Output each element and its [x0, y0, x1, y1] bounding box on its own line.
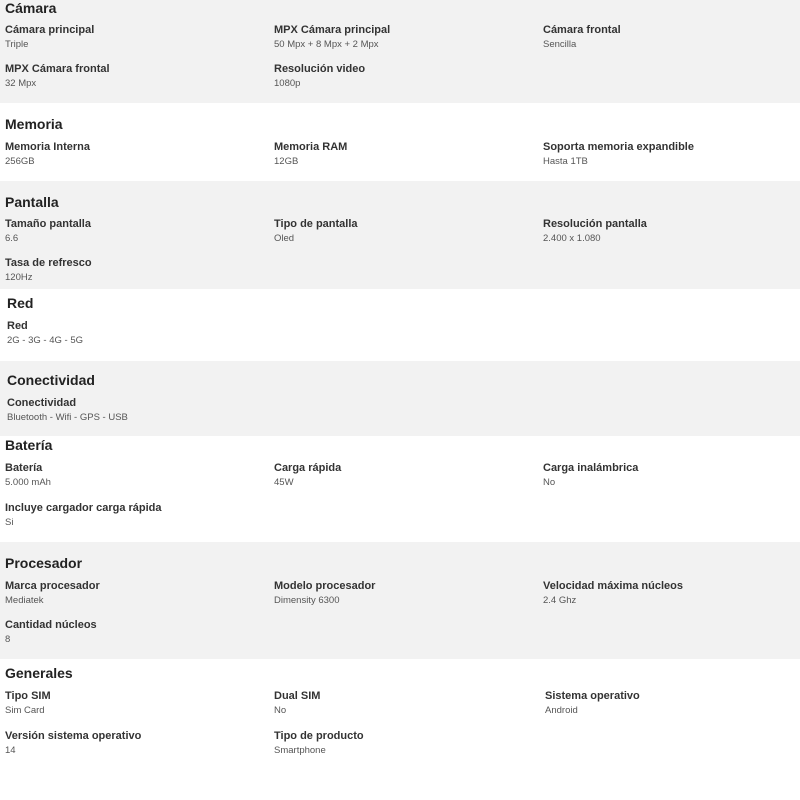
spec-version-sistema-operativo [5, 729, 141, 757]
spec-value: Si [5, 517, 14, 528]
spec-tasa-refresco [5, 256, 92, 284]
spec-value: 2.400 x 1.080 [543, 233, 601, 244]
spec-carga-rapida [274, 461, 341, 489]
spec-resolucion-video [274, 62, 365, 90]
spec-label: Memoria Interna [5, 141, 90, 153]
section-procesador [0, 542, 800, 659]
spec-value: 14 [5, 745, 16, 756]
spec-value: Sencilla [543, 39, 577, 50]
section-conectividad [0, 361, 800, 436]
spec-label: Dual SIM [274, 690, 321, 702]
spec-label: MPX Cámara frontal [5, 63, 110, 75]
spec-label: Resolución video [274, 63, 366, 75]
section-title: Conectividad [7, 372, 95, 388]
section-title: Red [7, 295, 34, 311]
spec-label: Tipo de producto [274, 730, 364, 742]
spec-value: Sim Card [5, 705, 45, 716]
spec-label: Batería [5, 462, 43, 474]
spec-value: 8 [5, 634, 11, 645]
section-red [0, 289, 800, 361]
section-generales [0, 659, 800, 800]
spec-memoria-ram [274, 140, 347, 168]
spec-value: 5.000 mAh [5, 477, 51, 488]
spec-label: Cantidad núcleos [5, 619, 97, 631]
spec-label: Conectividad [7, 397, 77, 409]
spec-velocidad-nucleos [543, 579, 683, 607]
spec-value: 6.6 [5, 233, 19, 244]
section-bateria [0, 436, 800, 542]
spec-value: 2.4 Ghz [543, 595, 577, 606]
spec-label: Tasa de refresco [5, 257, 92, 269]
section-title: Procesador [5, 555, 83, 571]
section-camara [0, 0, 800, 103]
spec-sistema-operativo [545, 689, 640, 717]
section-title: Cámara [5, 0, 57, 16]
spec-label: Cámara principal [5, 24, 95, 36]
section-title: Memoria [5, 116, 63, 132]
spec-label: Marca procesador [5, 580, 100, 592]
spec-memoria-interna [5, 140, 90, 168]
section-pantalla [0, 181, 800, 289]
spec-value: Bluetooth - Wifi - GPS - USB [7, 412, 128, 423]
spec-incluye-cargador [5, 501, 162, 529]
spec-conectividad [7, 396, 128, 424]
spec-value: Android [545, 705, 578, 716]
spec-red [7, 319, 83, 347]
spec-value: 1080p [274, 78, 301, 89]
section-memoria [0, 103, 800, 181]
spec-carga-inalambrica [543, 461, 638, 489]
spec-mpx-camara-principal [274, 23, 390, 51]
spec-bateria [5, 461, 51, 489]
spec-label: Red [7, 320, 28, 332]
spec-camara-principal [5, 23, 94, 51]
spec-value: No [274, 705, 287, 716]
section-title: Generales [5, 665, 73, 681]
section-title: Batería [5, 437, 53, 453]
spec-value: 45W [274, 477, 294, 488]
spec-value: Dimensity 6300 [274, 595, 340, 606]
spec-tipo-sim [5, 689, 51, 717]
spec-memoria-expandible [543, 140, 694, 168]
spec-value: 2G - 3G - 4G - 5G [7, 335, 84, 346]
spec-label: Tipo SIM [5, 690, 51, 702]
spec-camara-frontal [543, 23, 621, 51]
spec-value: Mediatek [5, 595, 44, 606]
spec-label: Tamaño pantalla [5, 218, 91, 230]
spec-value: Oled [274, 233, 295, 244]
spec-label: Resolución pantalla [543, 218, 647, 230]
spec-value: Hasta 1TB [543, 156, 588, 167]
spec-label: Sistema operativo [545, 690, 640, 702]
spec-value: Triple [5, 39, 29, 50]
spec-value: 50 Mpx + 8 Mpx + 2 Mpx [274, 39, 379, 50]
spec-resolucion-pantalla [543, 217, 647, 245]
spec-tipo-producto [274, 729, 364, 757]
spec-label: MPX Cámara principal [274, 24, 391, 36]
spec-tamano-pantalla [5, 217, 91, 245]
spec-modelo-procesador [274, 579, 375, 607]
spec-label: Incluye cargador carga rápida [5, 502, 162, 514]
spec-label: Modelo procesador [274, 580, 376, 592]
spec-mpx-camara-frontal [5, 62, 110, 90]
spec-label: Tipo de pantalla [274, 218, 358, 230]
spec-tipo-pantalla [274, 217, 358, 245]
spec-label: Carga inalámbrica [543, 462, 639, 474]
spec-label: Versión sistema operativo [5, 730, 142, 742]
spec-value: No [543, 477, 556, 488]
spec-cantidad-nucleos [5, 618, 97, 646]
spec-marca-procesador [5, 579, 100, 607]
spec-value: 32 Mpx [5, 78, 37, 89]
spec-value: 256GB [5, 156, 35, 167]
spec-label: Cámara frontal [543, 24, 621, 36]
spec-value: Smartphone [274, 745, 326, 756]
spec-label: Carga rápida [274, 462, 342, 474]
spec-value: 12GB [274, 156, 299, 167]
spec-dual-sim [274, 689, 320, 717]
spec-label: Velocidad máxima núcleos [543, 580, 684, 592]
spec-label: Memoria RAM [274, 141, 348, 153]
spec-label: Soporta memoria expandible [543, 141, 694, 153]
spec-value: 120Hz [5, 272, 33, 283]
section-title: Pantalla [5, 194, 59, 210]
